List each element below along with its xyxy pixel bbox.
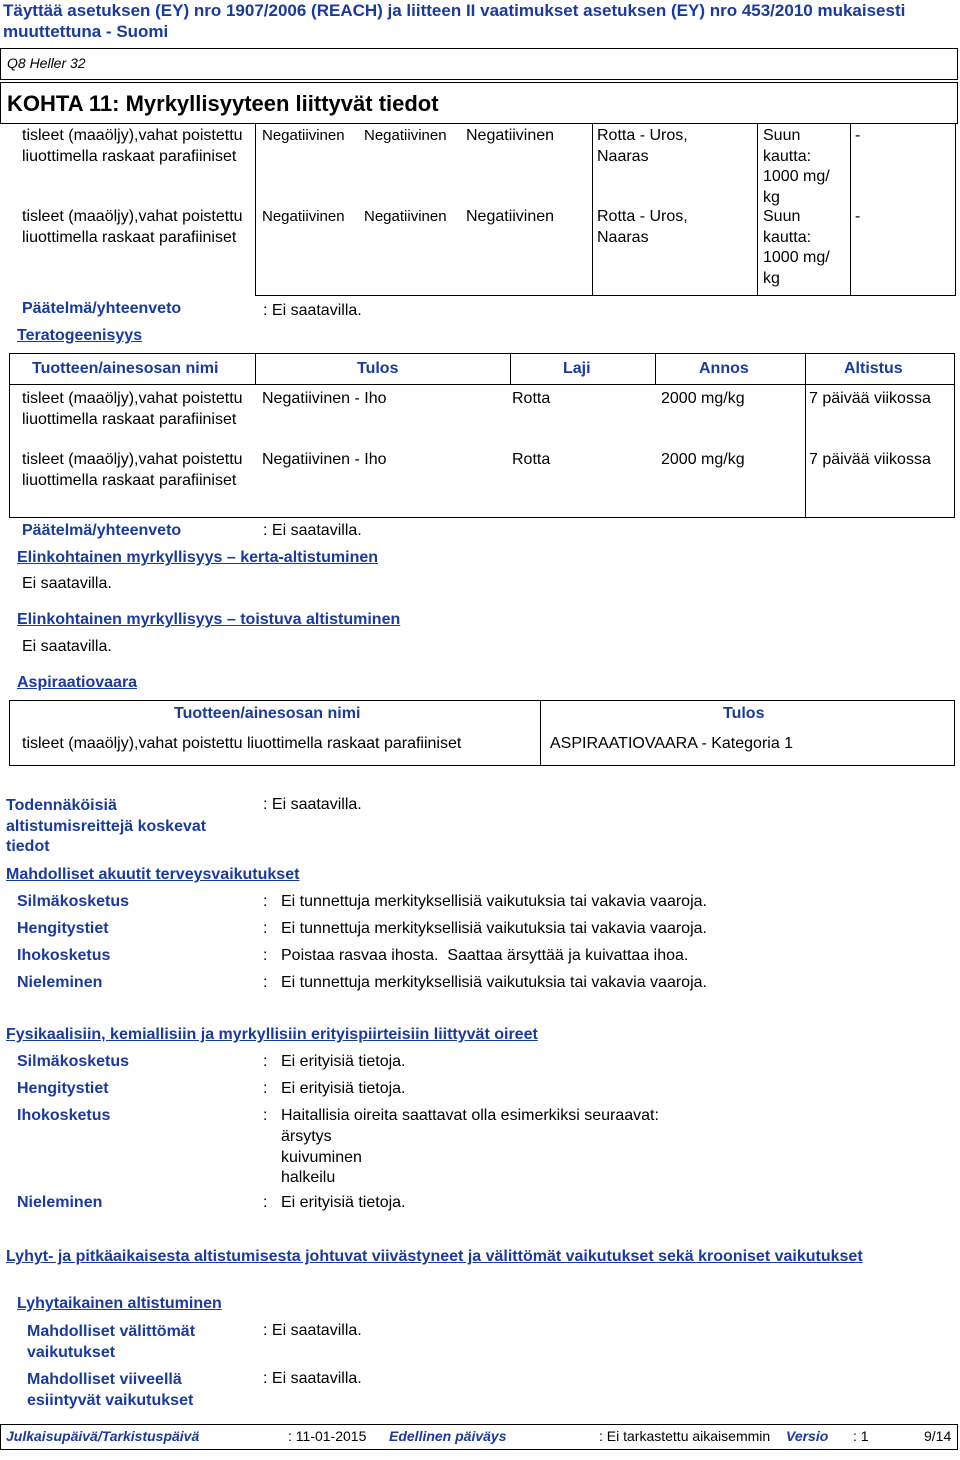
- column-header: Tulos: [723, 705, 765, 722]
- symptom-list-item: ärsytys: [281, 1128, 332, 1145]
- product-name-box: [0, 48, 958, 80]
- dose-cell: Suun kautta: 1000 mg/ kg: [763, 208, 830, 287]
- colon: :: [263, 974, 268, 991]
- column-header: Altistus: [844, 360, 903, 377]
- colon: :: [263, 920, 268, 937]
- dose-cell: 2000 mg/kg: [661, 451, 745, 468]
- substance-name: tisleet (maaöljy),vahat poistettu liuottimella raskaat parafiiniset: [22, 735, 462, 752]
- item-label: Hengitystiet: [17, 920, 109, 937]
- column-header: Tuotteen/ainesosan nimi: [174, 705, 361, 722]
- column-header: Tulos: [357, 360, 399, 377]
- section-title: KOHTA 11: Myrkyllisyyteen liittyvät tiedot: [7, 91, 439, 116]
- footer-version-label: Versio: [786, 1428, 829, 1444]
- product-name: Q8 Heller 32: [7, 55, 86, 71]
- result-cell: ASPIRAATIOVAARA - Kategoria 1: [550, 735, 794, 752]
- colon: :: [263, 1194, 268, 1211]
- section-title-delayed: Lyhyt- ja pitkäaikaisesta altistumisesta johtuvat viivästyneet ja välittömät vaikutukset sekä krooniset vaikutukset: [6, 1248, 863, 1265]
- section-title-stot-repeat: Elinkohtainen myrkyllisyys – toistuva altistuminen: [17, 611, 401, 628]
- footer-previous-value: : Ei tarkastettu aikaisemmin: [599, 1428, 771, 1444]
- colon: :: [263, 893, 268, 910]
- routes-label: Todennäköisiä altistumisreittejä koskevat tiedot: [6, 797, 207, 855]
- result-cell: Negatiivinen: [364, 208, 447, 225]
- item-label: Ihokosketus: [17, 947, 111, 964]
- item-value: Ei erityisiä tietoja.: [281, 1053, 406, 1070]
- colon: :: [263, 1053, 268, 1070]
- aspiration-table: [9, 700, 955, 766]
- value-cell: -: [855, 208, 861, 225]
- section-title-symptoms: Fysikaalisiin, kemiallisiin ja myrkyllisiin erityispiirteisiin liittyvät oireet: [6, 1026, 538, 1043]
- conclusion-label: Päätelmä/yhteenveto: [22, 522, 182, 539]
- item-label: Hengitystiet: [17, 1080, 109, 1097]
- routes-value: : Ei saatavilla.: [263, 796, 362, 813]
- dose-cell: 2000 mg/kg: [661, 390, 745, 407]
- item-value: Ei erityisiä tietoja.: [281, 1194, 406, 1211]
- footer-date-label: Julkaisupäivä/Tarkistuspäivä: [6, 1428, 200, 1444]
- item-label: Mahdolliset viiveellä esiintyvät vaikutukset: [27, 1371, 194, 1409]
- species-cell: Rotta: [512, 451, 551, 468]
- item-label: Silmäkosketus: [17, 1053, 130, 1070]
- section-title-box: [0, 82, 958, 124]
- footer-date-value: : 11-01-2015: [288, 1428, 367, 1444]
- item-value: Haitallisia oireita saattavat olla esimerkiksi seuraavat:: [281, 1107, 659, 1124]
- item-value: : Ei saatavilla.: [263, 1322, 362, 1339]
- conclusion-value: : Ei saatavilla.: [263, 302, 362, 319]
- conclusion-value: : Ei saatavilla.: [263, 522, 362, 539]
- item-label: Ihokosketus: [17, 1107, 111, 1124]
- footer-page-number: 9/14: [924, 1428, 952, 1444]
- section-title-stot-single: Elinkohtainen myrkyllisyys – kerta-altistuminen: [17, 549, 379, 566]
- substance-name: tisleet (maaöljy),vahat poistettu liuottimella raskaat parafiiniset: [22, 208, 243, 246]
- item-label: Mahdolliset välittömät vaikutukset: [27, 1323, 196, 1361]
- item-value: Ei erityisiä tietoja.: [281, 1080, 406, 1097]
- stot-repeat-value: Ei saatavilla.: [22, 638, 112, 655]
- footer-version-value: : 1: [853, 1428, 869, 1444]
- item-label: Silmäkosketus: [17, 893, 130, 910]
- exposure-cell: 7 päivää viikossa: [809, 451, 931, 468]
- item-value: : Ei saatavilla.: [263, 1370, 362, 1387]
- item-value: Ei tunnettuja merkityksellisiä vaikutuksia tai vakavia vaaroja.: [281, 920, 707, 937]
- footer-previous-label: Edellinen päiväys: [389, 1428, 507, 1444]
- section-title-teratogenicity: Teratogeenisyys: [17, 327, 143, 344]
- dose-cell: Suun kautta: 1000 mg/ kg: [763, 127, 830, 206]
- exposure-cell: 7 päivää viikossa: [809, 390, 931, 407]
- column-header: Annos: [699, 360, 749, 377]
- species-cell: Rotta - Uros, Naaras: [597, 208, 688, 246]
- item-value: Ei tunnettuja merkityksellisiä vaikutuksia tai vakavia vaaroja.: [281, 893, 707, 910]
- substance-name: tisleet (maaöljy),vahat poistettu liuottimella raskaat parafiiniset: [22, 127, 243, 165]
- symptom-list-item: kuivuminen: [281, 1149, 362, 1166]
- result-cell: Negatiivinen: [466, 127, 555, 144]
- item-value: Poistaa rasvaa ihosta. Saattaa ärsyttää ja kuivattaa ihoa.: [281, 947, 689, 964]
- colon: :: [263, 947, 268, 964]
- column-header: Laji: [563, 360, 591, 377]
- item-label: Nieleminen: [17, 974, 103, 991]
- species-cell: Rotta: [512, 390, 551, 407]
- item-label: Nieleminen: [17, 1194, 103, 1211]
- result-cell: Negatiivinen: [262, 127, 345, 144]
- section-title-acute: Mahdolliset akuutit terveysvaikutukset: [6, 866, 300, 883]
- substance-name: tisleet (maaöljy),vahat poistettu liuottimella raskaat parafiiniset: [22, 451, 243, 489]
- section-title-aspiration: Aspiraatiovaara: [17, 674, 138, 691]
- species-cell: Rotta - Uros, Naaras: [597, 127, 688, 165]
- result-cell: Negatiivinen: [262, 208, 345, 225]
- value-cell: -: [855, 127, 861, 144]
- stot-single-value: Ei saatavilla.: [22, 575, 112, 592]
- colon: :: [263, 1080, 268, 1097]
- conclusion-label: Päätelmä/yhteenveto: [22, 300, 182, 317]
- item-value: Ei tunnettuja merkityksellisiä vaikutuksia tai vakavia vaaroja.: [281, 974, 707, 991]
- symptom-list-item: halkeilu: [281, 1169, 336, 1186]
- substance-name: tisleet (maaöljy),vahat poistettu liuottimella raskaat parafiiniset: [22, 390, 243, 428]
- result-cell: Negatiivinen - Iho: [262, 390, 387, 407]
- result-cell: Negatiivinen: [364, 127, 447, 144]
- result-cell: Negatiivinen: [466, 208, 555, 225]
- column-header: Tuotteen/ainesosan nimi: [32, 360, 219, 377]
- document-header-title: Täyttää asetuksen (EY) nro 1907/2006 (REACH) ja liitteen II vaatimukset asetuksen (EY) nro 453/2010 mukaisesti muuttettuna - Suomi: [3, 1, 906, 41]
- result-cell: Negatiivinen - Iho: [262, 451, 387, 468]
- colon: :: [263, 1107, 268, 1124]
- section-subtitle-short-term: Lyhytaikainen altistuminen: [17, 1295, 222, 1312]
